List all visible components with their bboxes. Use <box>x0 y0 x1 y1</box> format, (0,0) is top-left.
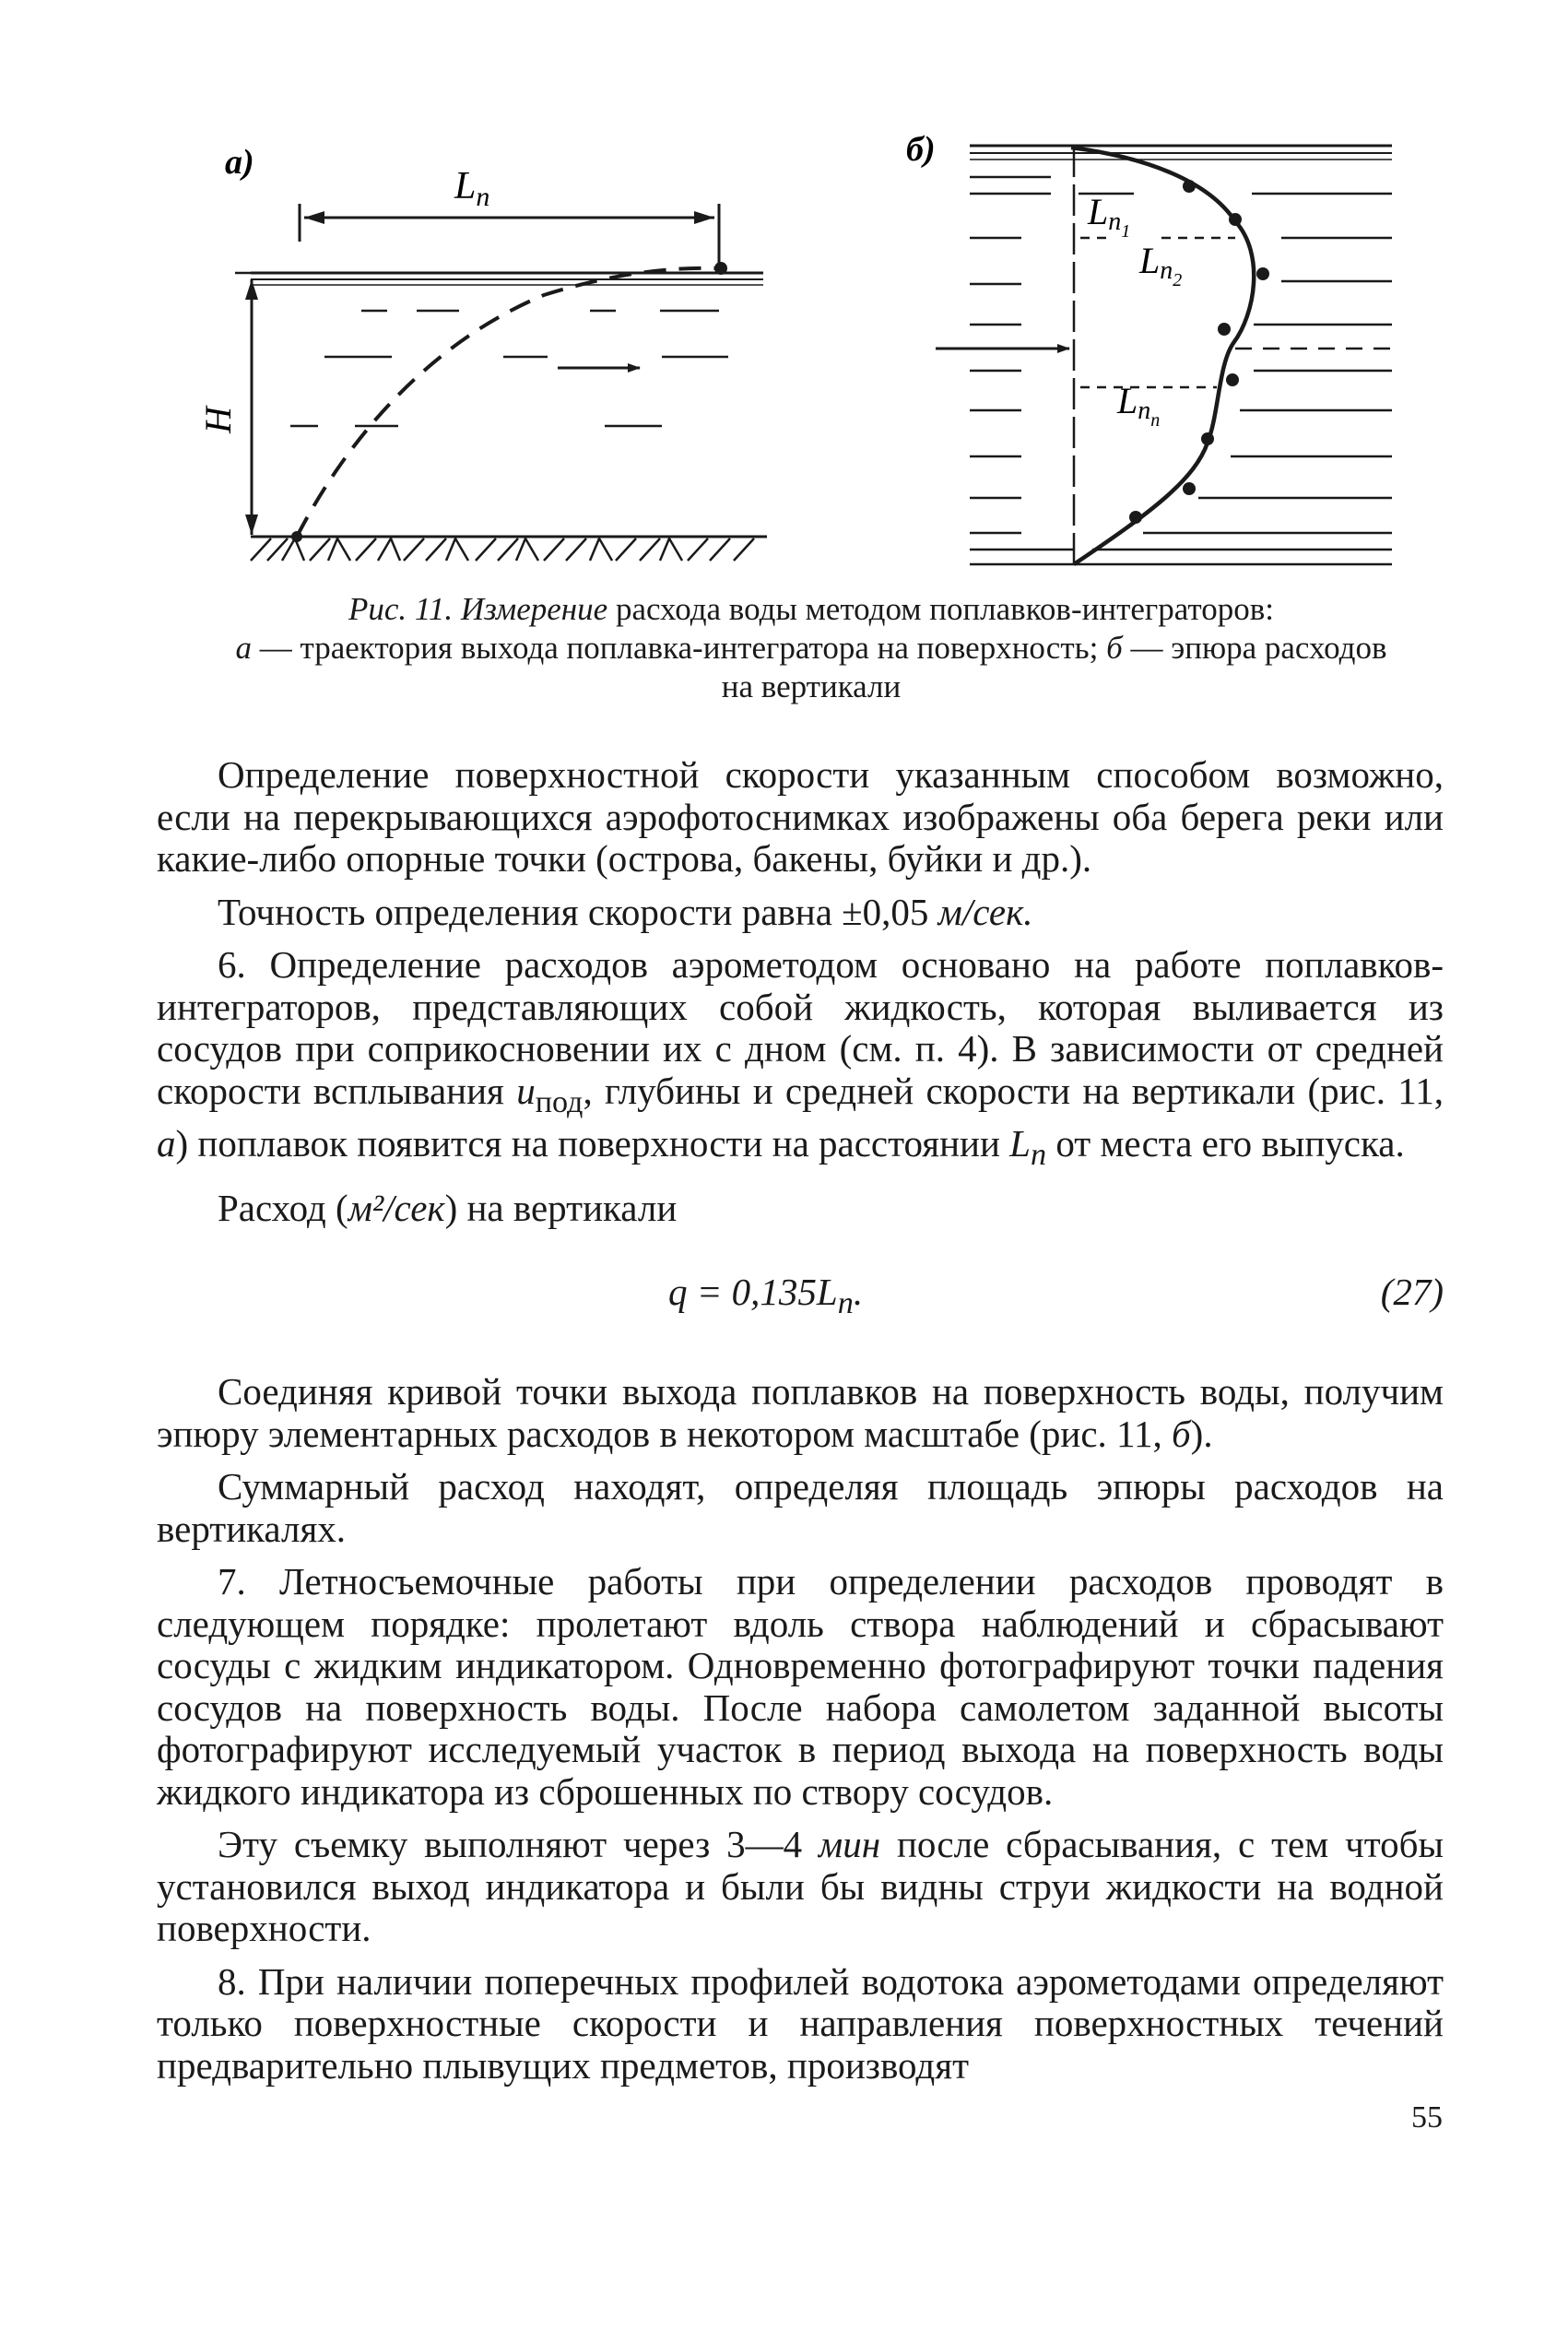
p3-text-a: 6. Определение расходов аэрометодом основано на работе поплавков-интеграторов, представляющих собой жидкость, которая выливается из сосудов при соприкосновении их с дном (см. п. 4). В зависимости от средней скорости всплывания <box>157 943 1444 1112</box>
formula-27 <box>157 1246 1444 1349</box>
p2-unit: м/сек. <box>937 890 1033 933</box>
p4-text-a: Расход ( <box>218 1186 348 1229</box>
paragraph-3 <box>157 944 1444 1177</box>
paragraph-5 <box>157 1371 1444 1455</box>
paragraph-4 <box>157 1188 1444 1230</box>
p3-text-b: , глубины и средней скорости на вертикали (рис. 11, <box>583 1069 1444 1112</box>
caption-line3: — эпюра расходов на вертикали <box>721 630 1387 704</box>
p8-unit: мин <box>819 1823 881 1866</box>
point <box>1256 267 1269 280</box>
body-text <box>157 754 1444 2098</box>
p2-text: Точность определения скорости равна ±0,05 <box>218 890 938 933</box>
caption-a-letter: а <box>235 630 253 666</box>
formula-end: . <box>853 1271 864 1314</box>
paragraph-2 <box>157 892 1444 934</box>
panel-b-surface <box>970 146 1392 160</box>
panel-b-points <box>1129 180 1269 524</box>
p5-b-letter: б <box>1172 1412 1191 1455</box>
panel-b <box>906 130 1392 564</box>
paragraph-7: 7. Летносъемочные работы при определении расходов проводят в следующем порядке: пролетают вдоль створа наблюдений и сбрасывают сосуды с жидким индикатором. Одновременно фотографируют точки падения сосудов на поверхность воды. После набора самолетом заданной высоты фотографируют исследуемый участок в период выхода на поверхность воды жидкого индикатора из сброшенных по створу сосудов. <box>157 1560 1444 1813</box>
formula-sub: n <box>837 1286 854 1321</box>
label-h: H <box>197 407 239 433</box>
float-release-point <box>291 531 302 542</box>
label-ln: Ln <box>454 165 490 212</box>
point <box>1183 482 1196 495</box>
paragraph-9: 8. При наличии поперечных профилей водотока аэрометодами определяют только поверхностные скорости и направления поверхностных течений предварительно плывущих предметов, производят <box>157 1959 1444 2087</box>
caption-line2: — траектория выхода поплавка-интегратора на поверхность; <box>252 630 1107 666</box>
float-emergence-point <box>714 262 727 275</box>
p5-text-b: ). <box>1190 1412 1213 1455</box>
dimension-ln <box>300 165 719 269</box>
point <box>1129 511 1142 524</box>
float-trajectory <box>297 268 721 537</box>
point <box>1226 373 1239 386</box>
panel-a <box>197 143 767 561</box>
caption-prefix: Рис. 11. Измерение <box>348 591 608 627</box>
label-lnn: $Ln_n$ <box>1117 380 1161 431</box>
label-ln2: $Ln_2$ <box>1139 240 1183 290</box>
p4-text-b: ) на вертикали <box>444 1186 678 1229</box>
figure-caption <box>217 590 1406 706</box>
caption-b-letter: б <box>1106 630 1123 666</box>
label-ln1: $Ln_1$ <box>1088 191 1131 242</box>
point <box>1229 213 1242 226</box>
formula-main: q = 0,135L <box>668 1271 838 1314</box>
p3-a-letter: а <box>157 1122 176 1165</box>
water-lines <box>290 311 728 426</box>
p8-text-b: после сбрасывания, с тем чтобы установился выход индикатора и были бы видны струи жидкости на водной поверхности. <box>157 1823 1444 1950</box>
formula-number: (27) <box>1380 1271 1444 1314</box>
panel-a-label: а) <box>225 143 254 182</box>
p3-u: u <box>516 1069 536 1112</box>
water-surface <box>251 273 763 285</box>
river-bottom <box>251 537 767 561</box>
caption-line1: расхода воды методом поплавков-интеграторов: <box>607 591 1274 627</box>
p3-L: L <box>1009 1122 1031 1165</box>
p3-sub: под <box>535 1084 584 1119</box>
paragraph-6: Суммарный расход находят, определяя площадь эпюры расходов на вертикалях. <box>157 1465 1444 1550</box>
point <box>1201 432 1214 445</box>
p5-text-a: Соединяя кривой точки выхода поплавков на поверхность воды, получим эпюру элементарных расходов в некотором масштабе (рис. 11, <box>157 1370 1444 1455</box>
point <box>1218 323 1231 336</box>
p3-L-sub: n <box>1030 1138 1047 1173</box>
p3-text-c: ) поплавок появится на поверхности на расстоянии <box>175 1122 1010 1165</box>
paragraph-8 <box>157 1824 1444 1950</box>
paragraph-1: Определение поверхностной скорости указанным способом возможно, если на перекрывающихся аэрофотоснимках изображены оба берега реки или какие-либо опорные точки (острова, бакены, буйки и др.). <box>157 753 1444 880</box>
p3-text-d: от места его выпуска. <box>1046 1122 1405 1165</box>
p8-text-a: Эту съемку выполняют через 3—4 <box>218 1823 819 1866</box>
figure-11 <box>0 0 1568 590</box>
panel-b-layer-lines <box>970 177 1392 564</box>
dimension-h <box>197 273 268 535</box>
panel-b-label: б) <box>906 130 936 169</box>
page-number: 55 <box>1411 2100 1443 2135</box>
p4-unit: м²/сек <box>348 1186 445 1229</box>
formula-expression <box>668 1271 863 1325</box>
point <box>1183 180 1196 193</box>
